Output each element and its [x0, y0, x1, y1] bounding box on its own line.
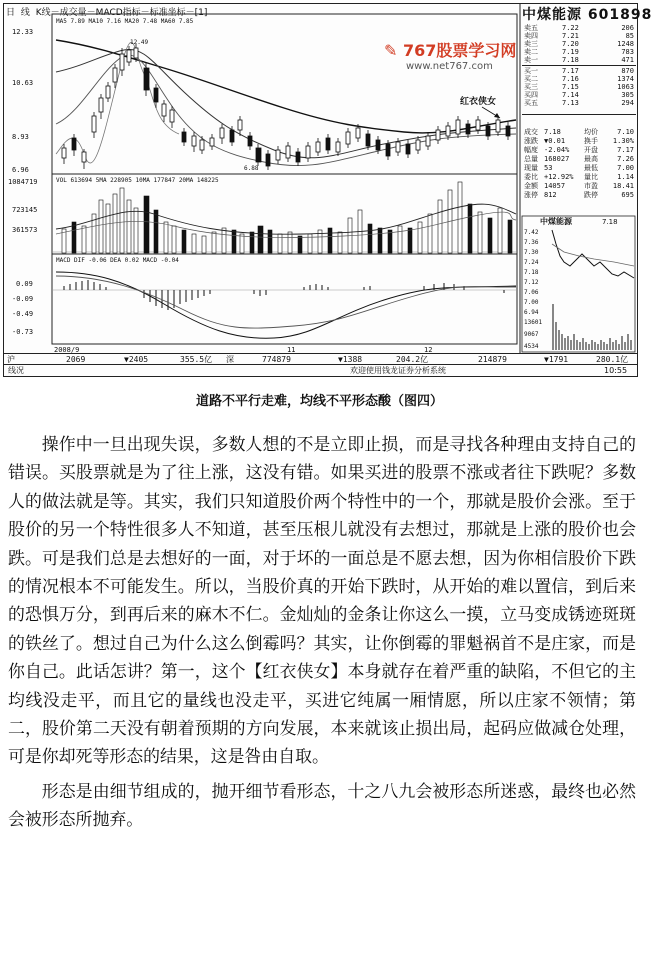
- order-row: 买四 7.14 305: [524, 91, 634, 99]
- peak-price-label: 12.49: [130, 39, 149, 46]
- paragraph: 操作中一旦出现失误，多数人想的不是立即止损，而是寻找各种理由支持自己的错误。买股票就是为了往上涨，这没有错。如果买进的股票不涨或者往下跌呢？多数人的做法就是等。其实，我们只知道股价两个特性中的一个，那就是股价会涨。至于股价的另一个特性很多人不知道，甚至压根儿就没有去想过，那就是上涨的股价也会跌。可是我们总是去想好的一面，对于坏的一面总是不愿去想，因为你相信股价下跌的情况根本不可能发生。所以，当股价真的开始下跌时，从开始的难以置信，到后来的恐惧万分，到再后来的麻木不仁。金灿灿的金条让你这么一摸，立马变成锈迹斑斑的铁丝了。想过自己为什么这么倒霉吗？其实，让你倒霉的罪魁祸首不是庄家，而是你自己。此话怎讲？第一，这个【红衣侠女】本身就存在着严重的缺陷，不但它的主均线没走平，而且它的量线也没走平，买进它纯属一厢情愿，所以庄家不领情；第二，股价第二天没有朝着预期的方向发展，本来就该止损出局，起码应做减仓处理，可是你却死等形态的结果，这是咎由自取。: [8, 434, 636, 767]
- volume-bar: [154, 210, 158, 253]
- svg-text:7.18: 7.18: [524, 269, 539, 276]
- volume-tick: 361573: [12, 226, 38, 234]
- candle: [220, 128, 224, 138]
- candle: [72, 138, 76, 150]
- svg-text:4534: 4534: [524, 343, 539, 350]
- candle: [306, 146, 310, 158]
- candlesticks: [62, 44, 510, 170]
- volume-bar: [182, 230, 186, 253]
- quote-row: 总量 168027 最高 7.26: [524, 155, 634, 163]
- volume-bar: [82, 226, 86, 253]
- candle: [486, 126, 490, 136]
- market-value: ▼1388: [338, 355, 363, 364]
- candle: [446, 126, 450, 136]
- candle: [62, 148, 66, 158]
- quote-row: 金额 14057 市盈 18.41: [524, 182, 634, 190]
- candle: [286, 146, 290, 158]
- volume-bar: [202, 236, 206, 253]
- volume-bar: [72, 222, 76, 253]
- svg-text:7.06: 7.06: [524, 289, 539, 296]
- status-left: 线况: [8, 366, 24, 375]
- stock-code: 601898: [587, 7, 652, 23]
- volume-ma-line: [56, 204, 516, 234]
- volume-bar: [120, 188, 124, 253]
- order-row: 卖三 7.20 1248: [524, 40, 634, 48]
- volume-bar: [478, 212, 482, 253]
- macd-tick: -0.09: [12, 295, 34, 303]
- price-tick: 10.63: [12, 79, 34, 87]
- candle: [296, 152, 300, 162]
- candle: [496, 120, 500, 132]
- ma20-line: [56, 49, 516, 157]
- quote-row: 涨停 812 跌停 695: [524, 191, 634, 199]
- order-book: [522, 24, 636, 108]
- volume-bars: [62, 182, 512, 253]
- candle: [120, 54, 124, 70]
- volume-bar: [418, 222, 422, 253]
- macd-histogram: [64, 280, 504, 310]
- paragraph: 形态是由细节组成的，抛开细节看形态，十之八九会被形态所迷惑，最终也必然会被形态所抛弃。: [8, 780, 636, 830]
- svg-text:7.42: 7.42: [524, 229, 539, 236]
- macd-tick: -0.73: [12, 328, 34, 336]
- candle: [99, 98, 103, 112]
- volume-bar: [164, 222, 168, 253]
- candle: [426, 136, 430, 146]
- indicator-title: K线－成交量－MACD指标－标准坐标－[1]: [35, 8, 208, 18]
- volume-bar: [99, 200, 103, 253]
- candle: [127, 50, 131, 62]
- volume-ma-line: [56, 212, 516, 237]
- price-tick: 8.93: [12, 133, 29, 141]
- candle: [256, 148, 261, 162]
- volume-bar: [232, 230, 236, 253]
- candle: [366, 134, 370, 146]
- order-row: 买二 7.16 1374: [524, 75, 634, 83]
- candle: [106, 86, 110, 98]
- volume-bar: [338, 232, 342, 253]
- order-row: 买五 7.13 294: [524, 99, 634, 107]
- quote-row: 涨跌 ▼0.01 换手 1.30%: [524, 137, 634, 145]
- volume-bar: [288, 232, 292, 253]
- volume-bar: [250, 232, 254, 253]
- market-value: 2069: [66, 355, 86, 364]
- quote-row: 成交 7.18 均价 7.10: [524, 128, 634, 136]
- volume-bar: [278, 234, 282, 253]
- market-sz-label: 深: [226, 355, 234, 364]
- svg-text:9067: 9067: [524, 331, 539, 338]
- svg-text:7.12: 7.12: [524, 279, 539, 286]
- date-label: 11: [287, 346, 296, 354]
- hongyi-label: 红衣侠女: [460, 97, 497, 107]
- market-value: ▼2405: [124, 355, 149, 364]
- volume-bar: [268, 230, 272, 253]
- candle: [238, 120, 242, 130]
- intraday-axis: [524, 229, 542, 350]
- volume-bar: [113, 194, 117, 253]
- volume-bar: [468, 204, 472, 253]
- volume-legend: VOL 613694 5MA 228905 10MA 177847 20MA 148225: [56, 177, 219, 184]
- volume-bar: [438, 200, 442, 253]
- market-value: ▼1791: [544, 355, 569, 364]
- volume-bar: [127, 200, 131, 253]
- volume-bar: [428, 214, 432, 253]
- candle: [192, 136, 196, 146]
- article-body: [8, 430, 636, 834]
- volume-bar: [222, 228, 226, 253]
- intraday-frame: [522, 216, 635, 352]
- volume-bar: [212, 232, 216, 253]
- period-line: 线: [20, 8, 30, 18]
- candle: [248, 136, 252, 146]
- macd-legend: MACD DIF -0.06 DEA 0.02 MACD -0.04: [56, 257, 179, 264]
- candle: [436, 130, 440, 140]
- watermark-brand: ✎ 767股票学习网: [384, 41, 517, 60]
- volume-bar: [458, 182, 462, 253]
- market-value: 204.2亿: [396, 355, 429, 364]
- quote-panel: [522, 128, 636, 202]
- candle: [416, 140, 420, 150]
- candle: [92, 116, 96, 132]
- candle: [506, 126, 510, 136]
- ma-legend: MA5 7.89 MA10 7.16 MA20 7.48 MA60 7.85: [56, 18, 194, 25]
- macd-tick: 0.09: [16, 280, 33, 288]
- order-row: 卖二 7.19 783: [524, 48, 634, 56]
- quote-row: 现量 53 最低 7.00: [524, 164, 634, 172]
- order-row: 卖一 7.18 471: [524, 56, 634, 64]
- candle: [82, 152, 86, 162]
- candle: [134, 48, 138, 58]
- volume-bar: [378, 228, 382, 253]
- volume-bar: [298, 236, 302, 253]
- stock-chart-figure: [3, 3, 652, 377]
- period-day: 日: [6, 8, 16, 18]
- candle: [356, 128, 360, 138]
- market-value: 214879: [478, 355, 507, 364]
- market-value: 774879: [262, 355, 291, 364]
- volume-bar: [240, 234, 244, 253]
- order-row: 买三 7.15 1063: [524, 83, 634, 91]
- candle: [113, 68, 117, 82]
- candle: [466, 124, 470, 134]
- volume-bar: [192, 234, 196, 253]
- intraday-volume-bars: [553, 304, 631, 350]
- price-tick: 12.33: [12, 28, 34, 36]
- figure-caption: 道路不平行走难，均线不平形态酸（图四）: [195, 394, 443, 409]
- date-label: 12: [424, 346, 433, 354]
- order-row: 卖四 7.21 85: [524, 32, 634, 40]
- macd-panel-frame: [52, 254, 517, 344]
- pencil-icon: ✎: [384, 41, 398, 60]
- order-row: 卖五 7.22 206: [524, 24, 634, 32]
- dea-line: [56, 276, 516, 328]
- candle: [154, 88, 158, 102]
- date-label: 2008/9: [54, 346, 80, 354]
- volume-bar: [106, 204, 110, 253]
- candle: [346, 132, 350, 144]
- market-value: 355.5亿: [180, 355, 213, 364]
- status-message: 欢迎使用钱龙证券分析系统: [350, 366, 446, 375]
- candle: [406, 144, 410, 154]
- volume-bar: [328, 228, 332, 253]
- quote-row: 幅度 -2.04% 开盘 7.17: [524, 146, 634, 154]
- candle: [162, 104, 166, 116]
- volume-tick: 723145: [12, 206, 38, 214]
- candle: [386, 144, 390, 156]
- svg-text:7.24: 7.24: [524, 259, 539, 266]
- candle: [316, 142, 320, 152]
- candle: [170, 110, 174, 122]
- order-row: 买一 7.17 870: [524, 67, 634, 75]
- volume-bar: [134, 208, 138, 253]
- volume-tick: 1084719: [8, 178, 38, 186]
- candle: [144, 68, 149, 90]
- candle: [200, 140, 204, 150]
- candle: [210, 138, 214, 146]
- low-price-label: 6.88: [244, 165, 259, 172]
- candle: [336, 142, 340, 152]
- quote-row: 委比 +12.92% 量比 1.14: [524, 173, 634, 181]
- volume-bar: [258, 226, 263, 253]
- price-panel-frame: [52, 14, 517, 174]
- candle: [396, 142, 400, 152]
- volume-bar: [498, 208, 502, 253]
- volume-bar: [488, 218, 492, 253]
- volume-bar: [144, 196, 149, 253]
- candle: [376, 140, 380, 150]
- status-bar: [4, 364, 637, 377]
- candle: [230, 130, 234, 142]
- candle: [266, 154, 270, 166]
- volume-bar: [172, 226, 176, 253]
- svg-text:7.30: 7.30: [524, 249, 539, 256]
- intraday-price-line: [552, 230, 634, 278]
- watermark-url: www.net767.com: [406, 61, 493, 72]
- volume-bar: [308, 234, 312, 253]
- svg-text:7.00: 7.00: [524, 299, 539, 306]
- volume-bar: [368, 224, 372, 253]
- status-time: 10:55: [604, 366, 628, 375]
- macd-tick: -0.49: [12, 310, 34, 318]
- market-value: 280.1亿: [596, 355, 629, 364]
- volume-bar: [398, 226, 402, 253]
- svg-text:7.36: 7.36: [524, 239, 539, 246]
- dif-line: [56, 272, 516, 338]
- market-sh-label: 沪: [7, 355, 15, 364]
- stock-name: 中煤能源: [522, 7, 582, 23]
- volume-bar: [408, 228, 412, 253]
- intraday-price: 7.18: [602, 218, 618, 226]
- intraday-title: 中煤能源: [540, 217, 572, 226]
- volume-bar: [508, 220, 512, 253]
- price-tick: 6.96: [12, 166, 29, 174]
- candle: [456, 120, 460, 134]
- svg-text:13601: 13601: [524, 319, 543, 326]
- candle: [476, 120, 480, 130]
- candle: [182, 132, 186, 142]
- svg-text:6.94: 6.94: [524, 309, 539, 316]
- volume-bar: [388, 230, 392, 253]
- candle: [326, 138, 330, 150]
- candle: [276, 150, 280, 160]
